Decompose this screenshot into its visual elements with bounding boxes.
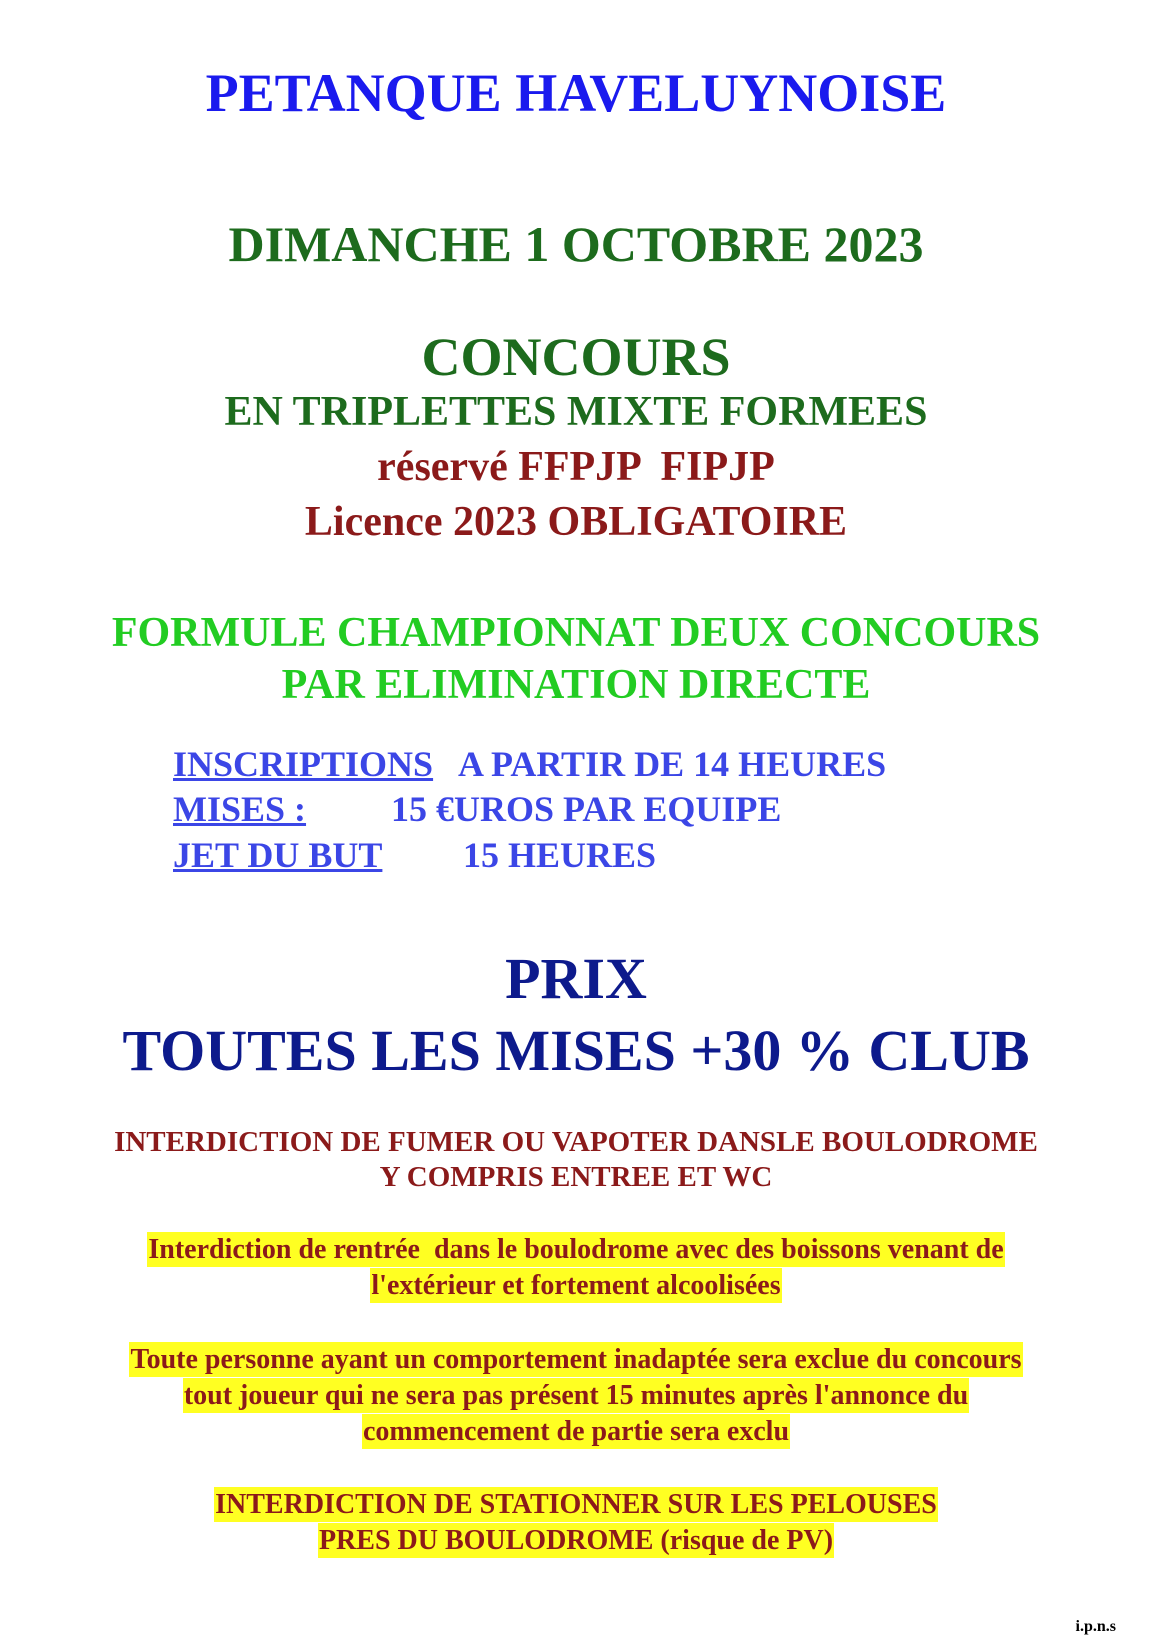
prize-detail: TOUTES LES MISES +30 % CLUB: [122, 1018, 1030, 1083]
inscriptions-label: INSCRIPTIONS: [173, 744, 434, 784]
behavior-rule-line-2: [0, 1382, 1152, 1410]
parking-rule-text-1: INTERDICTION DE STATIONNER SUR LES PELOUSES: [215, 1489, 937, 1520]
inscriptions-value: A PARTIR DE 14 HEURES: [458, 744, 887, 784]
drinks-rule-line-1: [0, 1236, 1152, 1264]
behavior-rule-text-1: Toute personne ayant un comportement inadaptée sera exclue du concours: [130, 1344, 1022, 1375]
parking-rule-text-2: PRES DU BOULODROME (risque de PV): [318, 1525, 834, 1556]
license-requirement: Licence 2023 OBLIGATOIRE: [304, 499, 848, 545]
smoking-ban-line-2: Y COMPRIS ENTREE ET WC: [379, 1161, 773, 1193]
behavior-rule-line-1: [0, 1346, 1152, 1374]
reserved-federations: réservé FFPJP FIPJP: [377, 444, 775, 490]
format-line-1: FORMULE CHAMPIONNAT DEUX CONCOURS: [111, 610, 1041, 656]
behavior-rule-line-3: [0, 1418, 1152, 1446]
jet-du-but-row: [173, 837, 656, 873]
event-date: DIMANCHE 1 OCTOBRE 2023: [228, 216, 924, 272]
smoking-ban-line-1: INTERDICTION DE FUMER OU VAPOTER DANSLE BOULODROME: [114, 1126, 1038, 1158]
prize-title: PRIX: [505, 946, 647, 1011]
event-title: CONCOURS: [421, 327, 731, 387]
drinks-rule-text-1: Interdiction de rentrée dans le boulodrome avec des boissons venant de: [148, 1234, 1004, 1265]
parking-rule-line-1: [0, 1491, 1152, 1519]
club-name: PETANQUE HAVELUYNOISE: [205, 63, 947, 123]
event-type: EN TRIPLETTES MIXTE FORMEES: [224, 389, 928, 435]
mises-value: 15 €UROS PAR EQUIPE: [391, 789, 782, 829]
inscriptions-row: [173, 746, 886, 782]
behavior-rule-text-2: tout joueur qui ne sera pas présent 15 minutes après l'annonce du: [183, 1380, 969, 1411]
jet-du-but-value: 15 HEURES: [463, 835, 657, 875]
parking-rule-line-2: [0, 1527, 1152, 1555]
format-line-2: PAR ELIMINATION DIRECTE: [281, 662, 871, 708]
ipns-mention: i.p.n.s: [1075, 1618, 1116, 1635]
drinks-rule-line-2: [0, 1272, 1152, 1300]
behavior-rule-text-3: commencement de partie sera exclu: [362, 1416, 790, 1447]
drinks-rule-text-2: l'extérieur et fortement alcoolisées: [371, 1270, 781, 1301]
mises-label: MISES :: [173, 789, 307, 829]
jet-du-but-label: JET DU BUT: [173, 835, 383, 875]
mises-row: [173, 791, 781, 827]
